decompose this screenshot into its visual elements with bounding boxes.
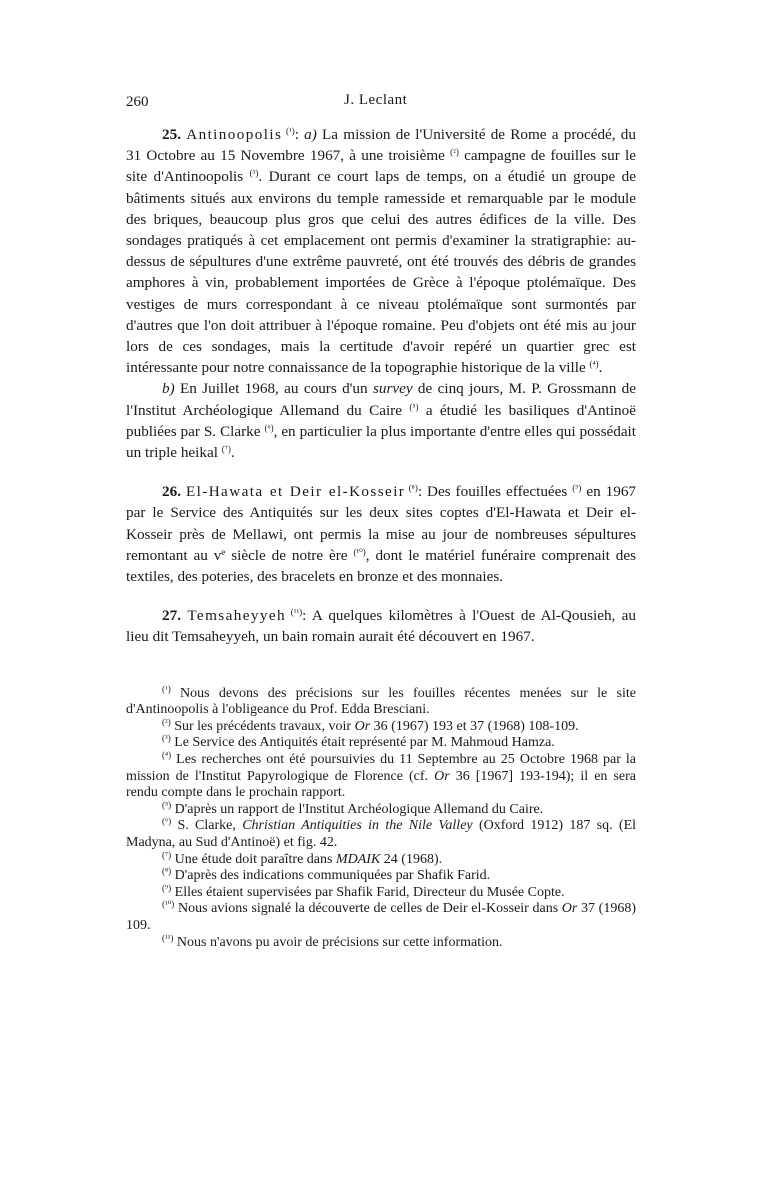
text-run: Nous avions signalé la découverte de celles de Deir el-Kosseir dans — [174, 901, 562, 917]
footnote-mark: (⁵) — [162, 799, 172, 810]
footnote-mark: (⁷) — [162, 849, 172, 860]
text-run: Nous n'avons pu avoir de précisions sur cette information. — [173, 934, 503, 950]
item-label: b) — [162, 380, 175, 398]
italic-text: survey — [372, 380, 413, 398]
note-ref: (⁹) — [572, 483, 582, 494]
footnote-8 — [126, 868, 636, 885]
footnote-7 — [126, 849, 636, 869]
text-run: 36 [1967] 193-194); il en sera rendu compte dans le prochain rapport. — [126, 768, 636, 801]
note-ref: (¹¹) — [286, 607, 303, 618]
note-ref: (¹) — [282, 126, 295, 136]
note-ref: (¹⁰) — [353, 546, 366, 557]
italic-text: Or — [354, 718, 371, 734]
text-run: S. Clarke, — [171, 818, 243, 834]
footnote-10 — [126, 901, 636, 934]
page-number: 260 — [126, 94, 149, 110]
footnote-mark: (⁸) — [162, 866, 172, 877]
page — [126, 94, 636, 951]
footnote-mark: (⁴) — [162, 750, 172, 761]
text-run: a étudié les basiliques d'Antinoë publiées par S. Clarke — [126, 401, 636, 440]
text-run: Sur les précédents travaux, voir — [170, 718, 355, 734]
note-ref: (²) — [450, 147, 459, 158]
text-run: : — [294, 126, 305, 143]
italic-text: Christian Antiquities in the Nile Valley — [242, 818, 473, 834]
text-run: D'après des indications communiquées par Shafik Farid. — [171, 868, 491, 884]
italic-text: Or — [561, 901, 578, 917]
text-run: Une étude doit paraître dans — [171, 851, 336, 867]
text-run: Elles étaient supervisées par Shafik Farid, Directeur du Musée Copte. — [171, 884, 565, 900]
text-run: 37 (1968) 109. — [126, 901, 636, 933]
italic-text: Or — [434, 768, 450, 784]
italic-text: MDAIK — [335, 851, 381, 867]
section-2 — [126, 481, 636, 587]
footnote-5 — [126, 799, 636, 819]
footnotes — [126, 683, 637, 952]
text-run: 36 (1967) 193 et 37 (1968) 108-109. — [370, 718, 579, 734]
note-ref: (³) — [249, 168, 259, 179]
footnote-mark: (¹⁰) — [162, 899, 175, 910]
section-3 — [126, 605, 636, 647]
text-run: siècle de notre ère — [225, 546, 354, 564]
text-run: La mission de l'Université de Rome a procédé, du 31 Octobre au 15 Novembre 1967, à une troisième — [126, 126, 636, 165]
text-run: . — [230, 444, 235, 462]
paragraph — [126, 124, 636, 378]
running-head: J. Leclant — [344, 92, 408, 108]
note-ref: (⁶) — [264, 422, 274, 433]
footnote-mark: (¹¹) — [162, 932, 174, 943]
footnote-9 — [126, 882, 636, 902]
footnote-mark: (¹) — [162, 683, 171, 694]
paragraph — [126, 605, 636, 647]
note-ref: (⁵) — [409, 401, 419, 412]
footnote-6 — [126, 818, 636, 851]
footnote-mark: (⁹) — [162, 882, 172, 893]
item-label: a) — [304, 126, 317, 143]
text-run: . — [598, 359, 603, 377]
footnote-2 — [126, 716, 636, 736]
section-number: 26. — [162, 483, 186, 501]
section-number: 25. — [162, 126, 187, 143]
page-header — [126, 94, 636, 116]
note-ref: (⁴) — [589, 359, 599, 370]
text-run: Le Service des Antiquités était représenté par M. Mahmoud Hamza. — [170, 735, 555, 751]
footnote-11 — [126, 932, 636, 952]
site-name: Antinoopolis — [186, 126, 283, 143]
note-ref: e — [221, 546, 226, 557]
site-name: Temsaheyyeh — [187, 607, 286, 625]
footnote-1 — [126, 683, 636, 719]
note-ref: (⁸) — [405, 483, 418, 494]
footnote-mark: (³) — [162, 733, 171, 744]
paragraph — [126, 481, 636, 587]
text-run: D'après un rapport de l'Institut Archéologique Allemand du Caire. — [171, 801, 544, 817]
text-run: . Durant ce court laps de temps, on a étudié un groupe de bâtiments situés aux environs du temple ramesside et remarquable par le module des briques, beaucoup plus gros que celui des autres édifices de la ville. Des sondages pratiqués à cet emplacement ont permis d'examiner la stratigraphie: au-dessus de sépultures d'une extrême pauvreté, ont été trouvés des débris de grandes amphores à vin, probablement importées de Grèce à l'époque ptolémaïque. Des vestiges de murs correspondant à ce niveau ptolémaïque sont surmontés par d'autres que l'on doit attribuer à l'époque romaine. Peu d'objets ont été mis au jour lors de ces sondages, mais la certitude d'avoir repéré un quartier grec est intéressante pour notre connaissance de la topographie historique de la ville — [126, 168, 636, 377]
text-run: : A quelques kilomètres à l'Ouest de Al-Qousieh, au lieu dit Temsaheyyeh, un bain romain aurait été découvert en 1967. — [126, 607, 637, 646]
text-run: de cinq jours, M. P. Grossmann de l'Institut Archéologique Allemand du Caire — [126, 380, 636, 419]
text-run: Nous devons des précisions sur les fouilles récentes menées sur le site d'Antinoopolis à l'obligeance du Prof. Edda Bresciani. — [126, 685, 636, 718]
text-run: (Oxford 1912) 187 sq. (El Madyna, au Sud d'Antinoë) et fig. 42. — [126, 818, 637, 851]
section-1 — [126, 124, 636, 463]
section-number: 27. — [162, 607, 188, 625]
text-run: , dont le matériel funéraire comprenait des textiles, des poteries, des bracelets en bronze et des monnaies. — [126, 546, 636, 586]
text-run: campagne de fouilles sur le site d'Antinoopolis — [126, 147, 636, 186]
text-run: En Juillet 1968, au cours d'un — [174, 380, 373, 398]
footnote-4 — [126, 752, 636, 802]
site-name: El-Hawata et Deir el-Kosseir — [185, 483, 406, 501]
text-run: en 1967 par le Service des Antiquités sur les deux sites coptes d'El-Hawata et Deir el-Kosseir près de Mellawi, ont permis la mise au jour de nombreuses sépultures remontant au v — [126, 483, 637, 564]
text-run: Les recherches ont été poursuivies du 11 Septembre au 25 Octobre 1968 par la mission de l'Institut Papyrologique de Florence (cf. — [126, 752, 636, 784]
text-run: 24 (1968). — [380, 851, 443, 867]
text-run: : Des fouilles effectuées — [417, 483, 573, 501]
footnote-mark: (²) — [162, 716, 171, 727]
body-text — [126, 124, 636, 648]
text-run: , en particulier la plus importante d'entre elles qui possédait un triple heikal — [126, 422, 636, 462]
note-ref: (⁷) — [221, 444, 231, 455]
footnote-3 — [126, 735, 636, 752]
paragraph — [126, 378, 636, 463]
footnote-mark: (⁶) — [162, 816, 172, 827]
